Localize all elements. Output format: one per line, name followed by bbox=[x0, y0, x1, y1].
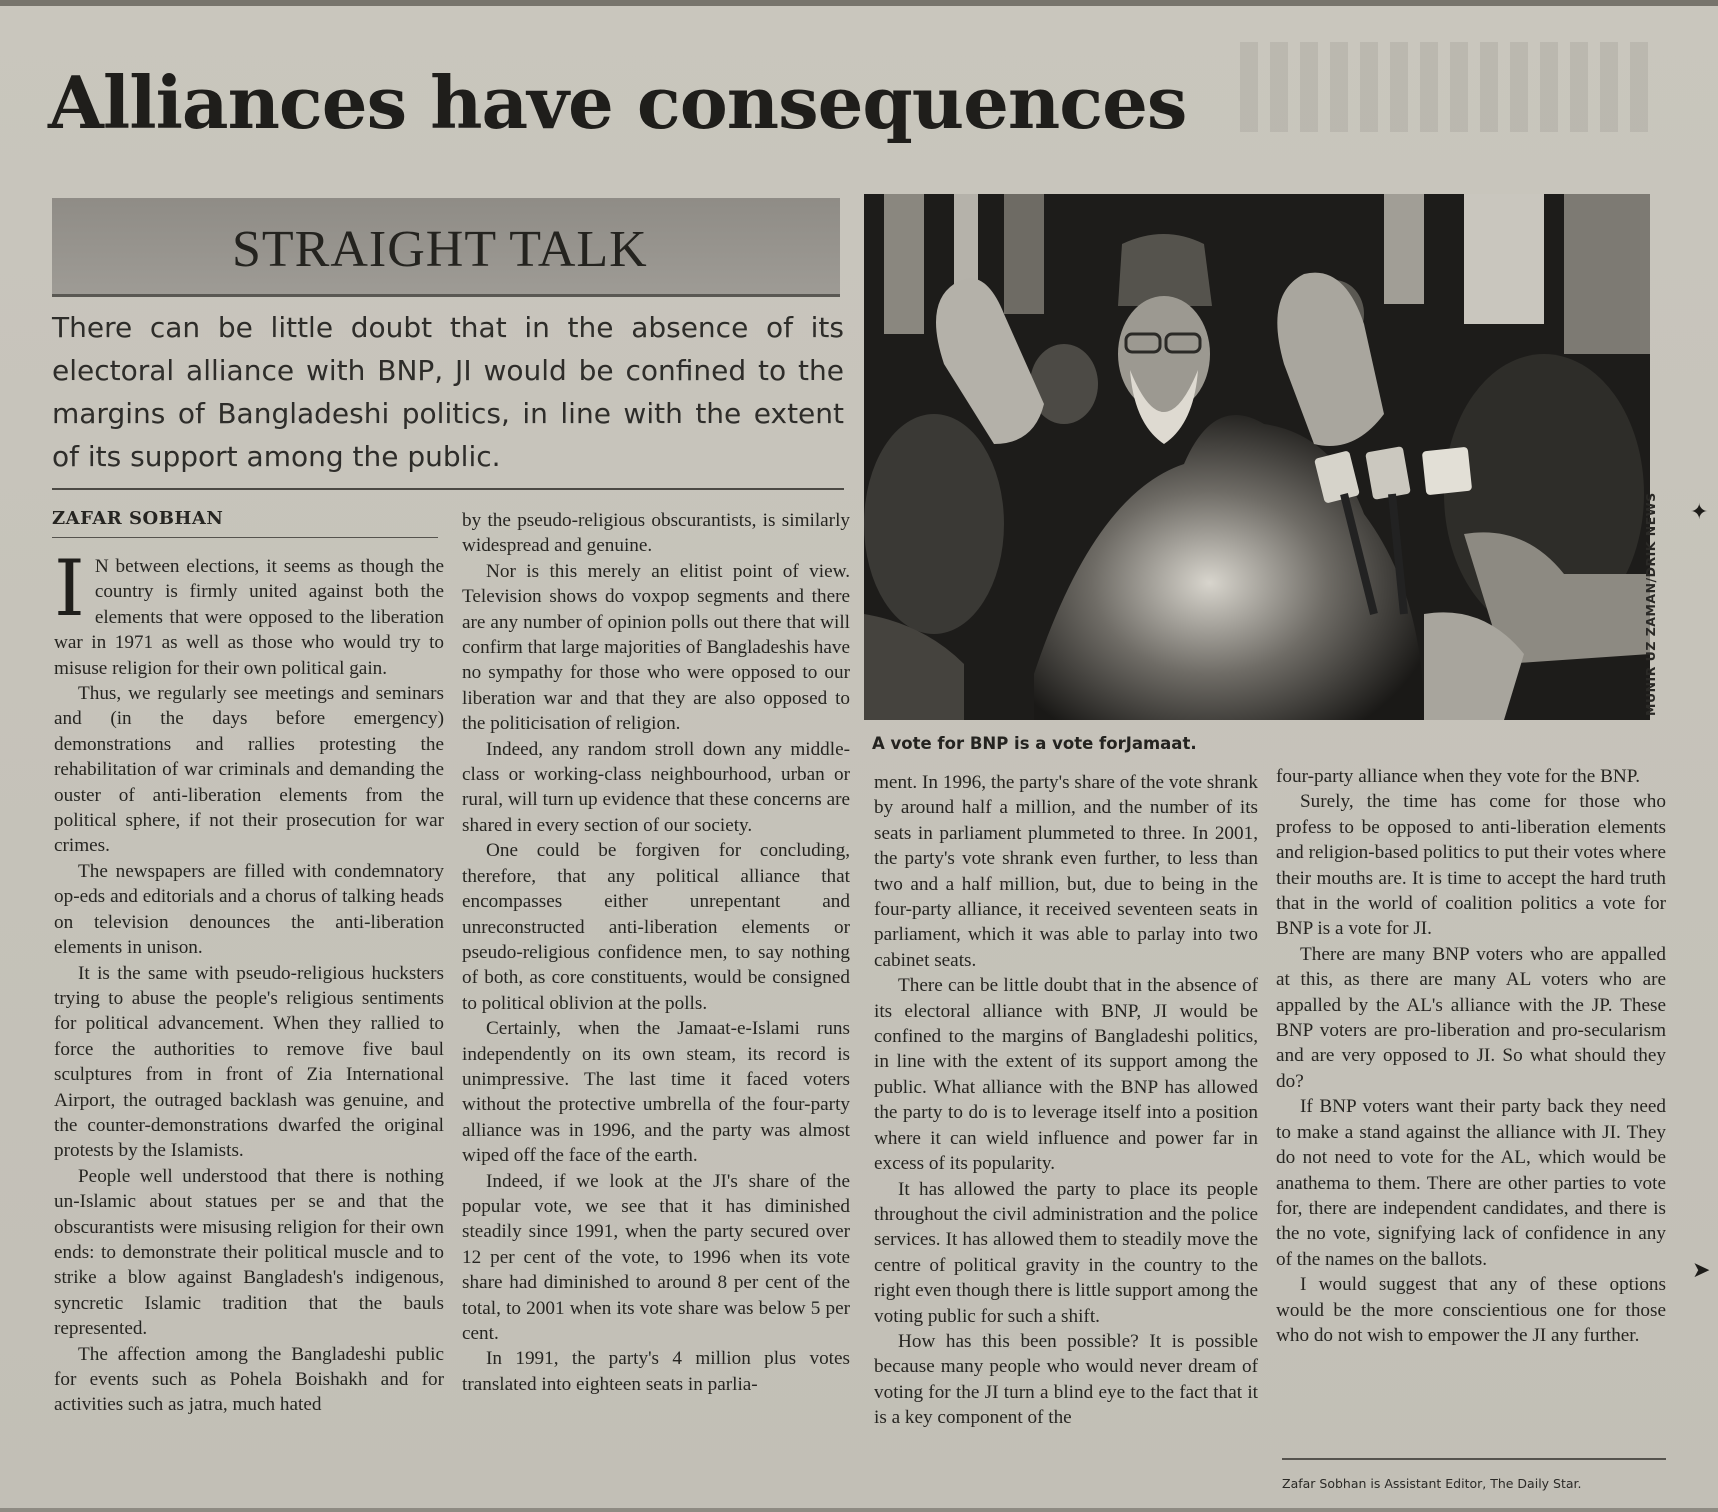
paragraph: In 1991, the party's 4 million plus votes translated into eighteen seats in parlia- bbox=[462, 1348, 850, 1395]
paragraph: The affection among the Bangladeshi public for events such as Pohela Boishakh and for activities such as jatra, much hated bbox=[54, 1343, 444, 1416]
standfirst: There can be little doubt that in the absence of its electoral alliance with BNP, JI would be confined to the margins of Bangladeshi politics, in line with the extent of its support among the public. bbox=[52, 311, 844, 473]
paragraph: Indeed, if we look at the JI's share of the popular vote, we see that it has diminished steadily since 1991, when the party secured over 12 per cent of the vote, to 1996 when its vote share had diminished to around 8 per cent of the total, to 2001 when its vote share was below 5 per cent. bbox=[462, 1170, 850, 1344]
paragraph: There can be little doubt that in the absence of its electoral alliance with BNP, JI would be confined to the margins of Bangladeshi politics, in line with the extent of its support among the public. What alliance with the BNP has allowed the party to do is to leverage itself into a position where it can wield influence and power far in excess of its popularity. bbox=[874, 975, 1258, 1175]
paragraph: Thus, we regularly see meetings and seminars and (in the days before emergency) demonstrations and rallies protesting the rehabilitation of war criminals and demanding the ouster of anti-liberation elements from the political sphere, if not their prosecution for war crimes. bbox=[54, 683, 444, 857]
paragraph: People well understood that there is nothing un-Islamic about statues per se and that the obscurantists were misusing religion for their own ends: to demonstrate their political muscle and to strike a blow against Bangladesh's indigenous, syncretic Islamic tradition that the bauls represented. bbox=[54, 1165, 444, 1340]
paragraph: One could be forgiven for concluding, therefore, that any political alliance that encompasses either unrepentant and unreconstructed anti-liberation elements or pseudo-religious confidence men, to say nothing of both, as core constituents, would be consigned to political oblivion at the polls. bbox=[462, 840, 850, 1014]
paragraph bbox=[54, 544, 444, 681]
article-column-1 bbox=[54, 544, 444, 1418]
paragraph: It has allowed the party to place its people throughout the civil administration and the police services. It has allowed them to steadily move the centre of political gravity in the country to the right even though there is little support among the voting public for such a shift. bbox=[874, 1178, 1258, 1327]
paragraph: Indeed, any random stroll down any middle-class or working-class neighbourhood, urban or rural, will turn up evidence that these concerns are shared in every section of our society. bbox=[462, 738, 850, 836]
photo-caption: A vote for BNP is a vote forJamaat. bbox=[872, 734, 1197, 753]
paragraph: It is the same with pseudo-religious hucksters trying to abuse the people's religious sentiments for political advancement. When they rallied to force the authorities to remove five baul sculptures from in front of Zia International Airport, the outraged backlash was genuine, and the counter-demonstrations dwarfed the original protests by the Islamists. bbox=[54, 962, 444, 1162]
photo-credit: MUNIR UZ ZAMAN/DRIK NEWS bbox=[1643, 492, 1658, 716]
author-signature: Zafar Sobhan is Assistant Editor, The Daily Star. bbox=[1282, 1476, 1582, 1491]
top-rule bbox=[0, 0, 1718, 6]
margin-arrow-icon: ➤ bbox=[1692, 1258, 1711, 1283]
column-header-banner bbox=[52, 198, 840, 297]
article-column-3 bbox=[874, 770, 1258, 1431]
paragraph: ment. In 1996, the party's share of the vote shrank by around half a million, and the number of its seats in parliament plummeted to three. In 2001, the party's vote shrank even further, to less than two and a half million, but, due to being in the four-party alliance, it received seventeen seats in parliament, which it was able to parlay into two cabinet seats. bbox=[874, 772, 1258, 971]
paragraph: If BNP voters want their party back they need to make a stand against the alliance with JI. They do not need to vote for the AL, which would be anathema to them. There are other parties to vote for, there are independent candidates, and there is the no vote, signifying lack of confidence in any of the names on the ballots. bbox=[1276, 1096, 1666, 1270]
paragraph: How has this been possible? It is possible because many people who would never dream of voting for the JI turn a blind eye to the fact that it is a key component of the bbox=[874, 1330, 1258, 1429]
drop-cap: I bbox=[54, 544, 85, 634]
bottom-rule bbox=[0, 1508, 1718, 1512]
news-photo bbox=[864, 194, 1650, 720]
standfirst-divider bbox=[52, 488, 844, 490]
margin-marker-icon: ✦ bbox=[1690, 500, 1709, 525]
headline: Alliances have consequences bbox=[48, 60, 1187, 145]
column-name: STRAIGHT TALK bbox=[232, 221, 648, 278]
article-column-4 bbox=[1276, 764, 1666, 1348]
paragraph: by the pseudo-religious obscurantists, is similarly widespread and genuine. bbox=[462, 510, 850, 557]
paragraph: four-party alliance when they vote for the BNP. bbox=[1276, 766, 1641, 787]
byline: ZAFAR SOBHAN bbox=[52, 508, 438, 538]
paragraph: There are many BNP voters who are appalled at this, as there are many AL voters who are appalled by the AL's alliance with the JP. These BNP voters are pro-liberation and pro-secularism and are very opposed to JI. So what should they do? bbox=[1276, 943, 1666, 1092]
paragraph: Certainly, when the Jamaat-e-Islami runs independently on its own steam, its record is unimpressive. The last time it faced voters without the protective umbrella of the four-party alliance was in 1996, and the party was almost wiped off the face of the earth. bbox=[462, 1018, 850, 1167]
paragraph: I would suggest that any of these options would be the more conscientious one for those who do not wish to empower the JI any further. bbox=[1276, 1274, 1666, 1346]
paragraph: Nor is this merely an elitist point of view. Television shows do voxpop segments and there are any number of opinion polls out there that will confirm that large majorities of Bangladeshis have no sympathy for those who were opposed to our liberation war and that they are also opposed to the politicisation of religion. bbox=[462, 560, 850, 735]
paragraph: Surely, the time has come for those who profess to be opposed to anti-liberation elements and religion-based politics to put their votes where their mouths are. It is time to accept the hard truth that in the world of coalition politics a vote for BNP is a vote for JI. bbox=[1276, 791, 1666, 940]
article-column-2 bbox=[462, 508, 850, 1397]
photo-illustration bbox=[864, 194, 1650, 720]
signature-rule bbox=[1282, 1458, 1666, 1460]
show-through-print bbox=[1240, 42, 1660, 132]
paragraph-text: N between elections, it seems as though the country is firmly united against both the elements that were opposed to the liberation war in 1971 as well as those who would try to misuse religion for their own political gain. bbox=[54, 556, 444, 679]
paragraph: The newspapers are filled with condemnatory op-eds and editorials and a chorus of talking heads on television denounces the anti-liberation elements in unison. bbox=[54, 860, 444, 959]
